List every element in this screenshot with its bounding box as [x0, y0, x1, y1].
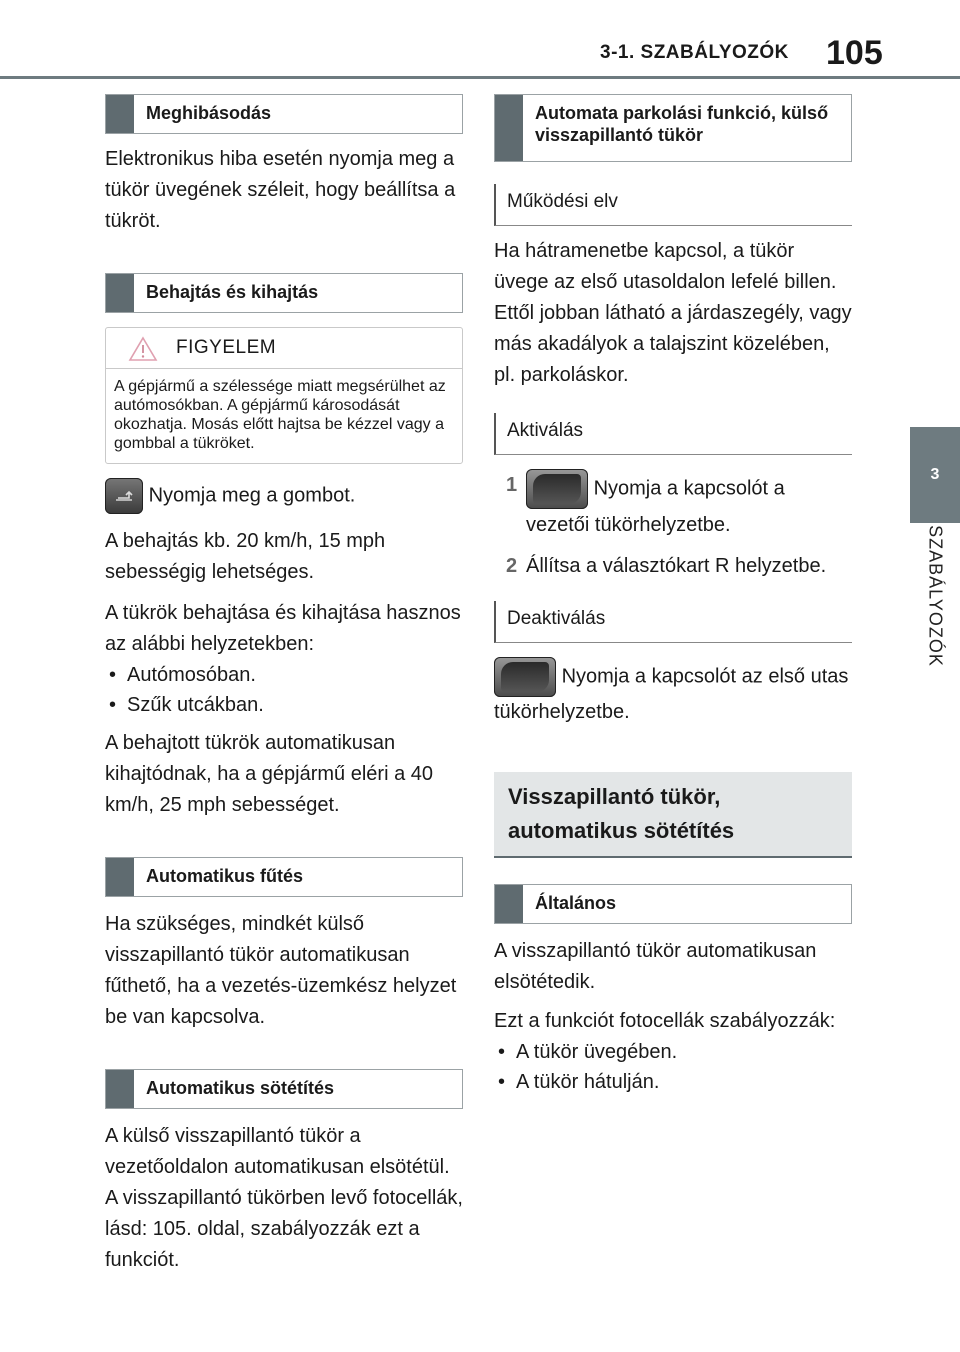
deactivation-text: Nyomja a kapcsolót az első utas tükörhelyzetbe. — [494, 665, 849, 723]
section-heading-meghibasodas — [105, 94, 463, 134]
page-number: 105 — [826, 34, 883, 72]
mirror-switch-icon — [494, 657, 556, 697]
step-number: 2 — [506, 555, 518, 577]
warning-text: A gépjármű a szélessége miatt megsérülhet az autómosókban. A gépjármű károsodását okozhatja. Mosás előtt hajtsa be kézzel vagy a gombbal a tükröket. — [114, 378, 446, 452]
heading-bar — [106, 95, 134, 133]
heading-bar — [495, 885, 523, 923]
bullet-list-situations — [105, 660, 463, 720]
step-number: 1 — [506, 474, 518, 496]
subheading-label: Működési elv — [507, 191, 618, 212]
paragraph-general: A visszapillantó tükör automatikusan elsötétedik. — [494, 940, 817, 993]
list-item: • A tükör hátulján. — [494, 1067, 852, 1097]
section-heading-futes — [105, 857, 463, 897]
section-heading-parking — [494, 94, 852, 162]
heading-label: Meghibásodás — [146, 103, 272, 123]
step-2-line — [494, 550, 852, 583]
subheading-activation — [494, 413, 852, 455]
list-item: • Szűk utcákban. — [105, 690, 463, 720]
step-2 — [494, 550, 852, 583]
heading-bar — [106, 1070, 134, 1108]
section-heading-behajtas — [105, 273, 463, 313]
heading-bar — [106, 274, 134, 312]
paragraph-failure: Elektronikus hiba esetén nyomja meg a tükör üvegének széleit, hogy beállítsa a tükröt. — [105, 148, 456, 232]
mirror-fold-button-icon — [105, 478, 143, 514]
right-column — [494, 94, 852, 1097]
chapter-tab-label: SZABÁLYOZÓK — [925, 525, 946, 667]
warning-header — [106, 328, 462, 369]
paragraph-speed: A behajtás kb. 20 km/h, 15 mph sebességig lehetséges. — [105, 530, 386, 583]
press-button-line — [105, 478, 463, 514]
section-title-auto-dimming: Visszapillantó tükör, automatikus sötétítés — [494, 772, 852, 858]
paragraph-useful: A tükrök behajtása és kihajtása hasznos az alábbi helyzetekben: — [105, 602, 461, 655]
paragraph-auto-unfold: A behajtott tükrök automatikusan kihajtódnak, ha a gépjármű eléri a 40 km/h, 25 mph sebességet. — [105, 732, 433, 816]
header-rule — [0, 76, 960, 79]
warning-triangle-icon — [128, 336, 158, 362]
heading-label: Behajtás és kihajtás — [146, 282, 319, 302]
step-1 — [494, 469, 852, 542]
section-heading-altalanos — [494, 884, 852, 924]
heading-bar — [495, 95, 523, 161]
subheading-label: Deaktiválás — [507, 608, 606, 629]
heading-label: Automatikus fűtés — [146, 866, 304, 886]
paragraph-heating: Ha szükséges, mindkét külső visszapillantó tükör automatikusan fűthető, ha a vezetés-üzemkész helyzet be van kapcsolva. — [105, 913, 457, 1028]
subheading-operating-principle — [494, 184, 852, 226]
press-button-text: Nyomja meg a gombot. — [148, 484, 356, 507]
step-text: Nyomja a kapcsolót a vezetői tükörhelyzetbe. — [526, 477, 785, 536]
bullet-list-photocells — [494, 1037, 852, 1097]
list-item: • Autómosóban. — [105, 660, 463, 690]
paragraph-deactivation — [494, 657, 852, 728]
subheading-label: Aktiválás — [507, 420, 584, 441]
chapter-title: 3-1. SZABÁLYOZÓK — [600, 42, 789, 63]
subheading-deactivation — [494, 601, 852, 643]
warning-label: FIGYELEM — [176, 337, 277, 358]
paragraph-principle: Ha hátramenetbe kapcsol, a tükör üvege az első utasoldalon lefelé billen. Ettől jobban látható a járdaszegély, vagy más akadályok a talajszint közelében, pl. parkoláskor. — [494, 240, 852, 386]
section-heading-sotetites — [105, 1069, 463, 1109]
step-text: Állítsa a választókart R helyzetbe. — [526, 555, 827, 577]
warning-box — [105, 327, 463, 464]
heading-label: Általános — [535, 893, 617, 913]
step-1-line — [494, 469, 852, 542]
heading-label: Automata parkolási funkció, külső visszapillantó tükör — [535, 103, 829, 145]
list-item: • A tükör üvegében. — [494, 1037, 852, 1067]
paragraph-photocells: Ezt a funkciót fotocellák szabályozzák: — [494, 1010, 836, 1032]
mirror-switch-icon — [526, 469, 588, 509]
heading-label: Automatikus sötétítés — [146, 1078, 335, 1098]
left-column — [105, 94, 463, 1276]
heading-bar — [106, 858, 134, 896]
paragraph-dimming: A külső visszapillantó tükör a vezetőoldalon automatikusan elsötétül. A visszapillantó tükörben levő fotocellák, lásd: 105. oldal, szabályozzák ezt a funkciót. — [105, 1125, 463, 1271]
chapter-tab[interactable]: 3 — [910, 427, 960, 523]
